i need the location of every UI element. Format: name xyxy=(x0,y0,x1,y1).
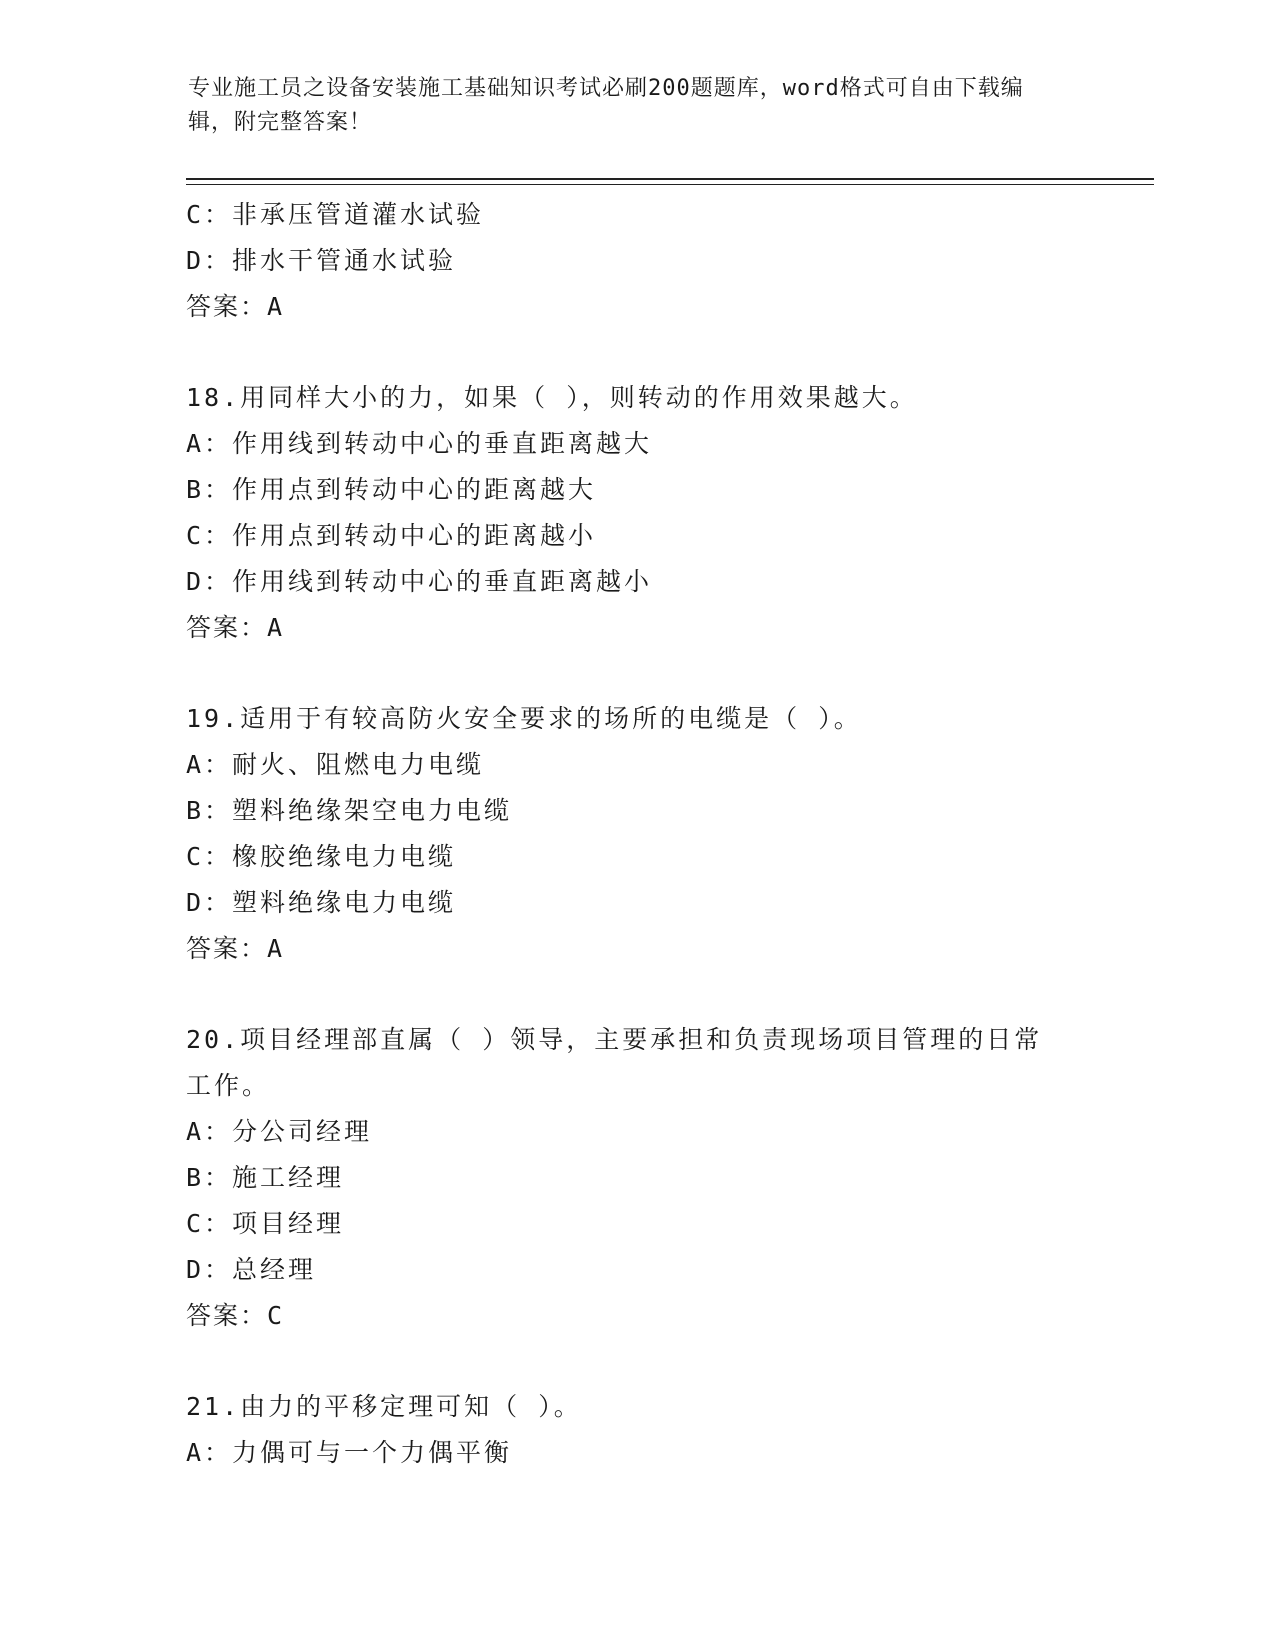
answer-line: 答案：A xyxy=(186,934,285,963)
question-block xyxy=(186,375,1086,651)
option-a: A：力偶可与一个力偶平衡 xyxy=(186,1438,513,1467)
option-c: C：项目经理 xyxy=(186,1209,345,1238)
option-d: D：塑料绝缘电力电缆 xyxy=(186,888,457,917)
answer-line: 答案：A xyxy=(186,613,285,642)
header-title: 专业施工员之设备安装施工基础知识考试必刷200题题库，word格式可自由下载编辑，附完整答案！ xyxy=(188,76,1024,135)
option-b: B：作用点到转动中心的距离越大 xyxy=(186,475,597,504)
question-text: 20.项目经理部直属（ ）领导，主要承担和负责现场项目管理的日常工作。 xyxy=(186,1025,1043,1100)
option-a: A：耐火、阻燃电力电缆 xyxy=(186,750,485,779)
option-d: D：排水干管通水试验 xyxy=(186,246,457,275)
header-rule-thick xyxy=(186,178,1154,180)
option-d: D：作用线到转动中心的垂直距离越小 xyxy=(186,567,653,596)
option-c: C：非承压管道灌水试验 xyxy=(186,200,485,229)
question-list xyxy=(186,192,1086,1476)
question-block xyxy=(186,696,1086,972)
document-header xyxy=(188,72,1068,140)
answer-line: 答案：A xyxy=(186,292,285,321)
question-text: 18.用同样大小的力，如果（ ），则转动的作用效果越大。 xyxy=(186,383,918,412)
option-b: B：施工经理 xyxy=(186,1163,345,1192)
header-rule-thin xyxy=(186,184,1154,185)
question-text: 21.由力的平移定理可知（ ）。 xyxy=(186,1392,582,1421)
option-a: A：作用线到转动中心的垂直距离越大 xyxy=(186,429,653,458)
option-b: B：塑料绝缘架空电力电缆 xyxy=(186,796,513,825)
question-block xyxy=(186,1017,1086,1339)
question-block xyxy=(186,192,1086,330)
answer-line: 答案：C xyxy=(186,1301,285,1330)
option-c: C：橡胶绝缘电力电缆 xyxy=(186,842,457,871)
option-c: C：作用点到转动中心的距离越小 xyxy=(186,521,597,550)
question-text: 19.适用于有较高防火安全要求的场所的电缆是（ ）。 xyxy=(186,704,862,733)
option-d: D：总经理 xyxy=(186,1255,317,1284)
question-block xyxy=(186,1384,1086,1476)
option-a: A：分公司经理 xyxy=(186,1117,373,1146)
